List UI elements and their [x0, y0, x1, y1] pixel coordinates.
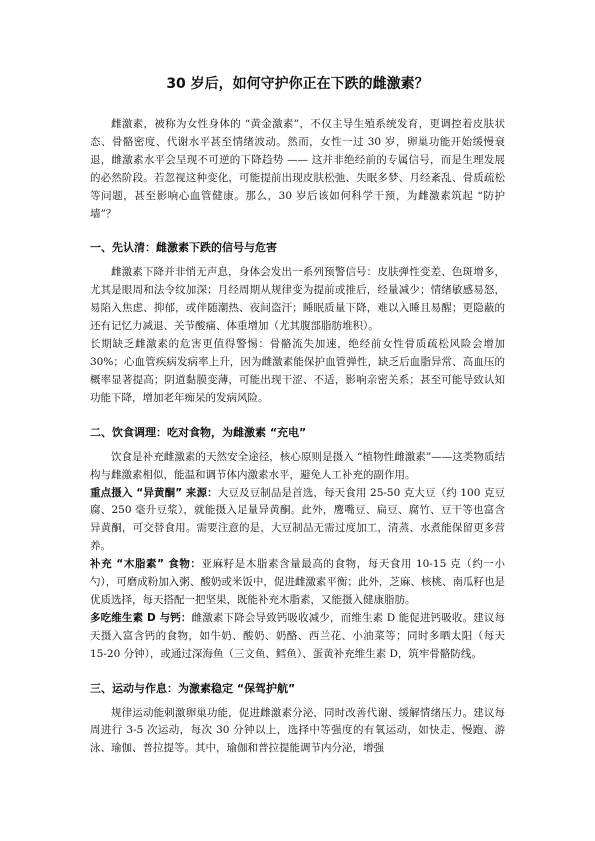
page-title: 30 岁后，如何守护你正在下跌的雌激素？: [166, 76, 429, 92]
section2-item-lignan: [90, 556, 505, 610]
section-heading-1: 一、先认清：雌激素下跌的信号与危害: [90, 241, 277, 255]
section2-intro-paragraph: 饮食是补充雌激素的天然安全途径，核心原则是摄入 “植物性雌激素”——这类物质结构与雌激素相似，能温和调节体内激素水平，避免人工补充的副作用。: [90, 450, 505, 481]
section2-item-isoflavone: [90, 485, 505, 557]
section2-item-vitamin-d: [90, 610, 505, 664]
section1-paragraph-harms: 长期缺乏雌激素的危害更值得警惕：骨骼流失加速，绝经前女性骨质疏松风险会增加 30%；心血管疾病发病率上升，因为雌激素能保护血管弹性，缺乏后血脂异常、高血压的概率显著提高；阴道黏膜变薄，可能出现干涩、不适，影响亲密关系；甚至可能导致认知功能下降，增加老年痴呆的发病风险。: [90, 338, 505, 404]
item-label-lignan: 补充 “木脂素” 食物：: [90, 558, 202, 571]
item-label-vitamin-d: 多吃维生素 D 与钙：: [90, 611, 192, 624]
section3-paragraph-exercise: 规律运动能刺激卵巢功能，促进雌激素分泌，同时改善代谢、缓解情绪压力。建议每周进行 3-5 次运动，每次 30 分钟以上，选择中等强度的有氧运动，如快走、慢跑、游泳、瑜伽、普拉提等。其中，瑜伽和普拉提能调节内分泌，增强: [90, 706, 505, 755]
section-heading-2: 二、饮食调理：吃对食物，为雌激素 “充电”: [90, 425, 307, 439]
item-label-isoflavone: 重点摄入 “异黄酮” 来源：: [90, 486, 218, 499]
item-text-isoflavone: 大豆及豆制品是首选，每天食用 25-50 克大豆（约 100 克豆腐、250 毫升豆浆），就能摄入足量异黄酮。此外，鹰嘴豆、扁豆、腐竹、豆干等也富含异黄酮，可交替食用。需要注意的是，大豆制品无需过度加工，清蒸、水煮能保留更多营养。: [90, 486, 505, 553]
item-text-vitamin-d: 雌激素下降会导致钙吸收减少，而维生素 D 能促进钙吸收。建议每天摄入富含钙的食物，如牛奶、酸奶、奶酪、西兰花、小油菜等；同时多晒太阳（每天 15-20 分钟），或通过深海鱼（三文鱼、鳕鱼）、蛋黄补充维生素 D，筑牢骨骼防线。: [90, 611, 506, 660]
section-heading-3: 三、运动与作息：为激素稳定 “保驾护航”: [90, 681, 296, 695]
intro-paragraph: 雌激素，被称为女性身体的 “黄金激素”，不仅主导生殖系统发育，更调控着皮肤状态、骨骼密度、代谢水平甚至情绪波动。然而，女性一过 30 岁，卵巢功能开始缓慢衰退，雌激素水平会呈现不可逆的下降趋势 —— 这并非绝经前的专属信号，而是生理发展的必然阶段。若忽视这种变化，可能提前出现皮肤松弛、失眠多梦、月经紊乱、骨质疏松等问题，甚至影响心血管健康。那么，30 岁后该如何科学干预，为雌激素筑起 “防护墙”？: [90, 118, 505, 220]
article: [90, 74, 505, 758]
item-text-lignan: 亚麻籽是木脂素含量最高的食物，每天食用 10-15 克（约一小勺），可磨成粉加入粥、酸奶或米饭中，促进雌激素平衡；此外，芝麻、核桃、南瓜籽也是优质选择，每天搭配一把坚果，既能补充木脂素，又能摄入健康脂肪。: [90, 558, 505, 606]
section1-paragraph-signals: 雌激素下降并非悄无声息，身体会发出一系列预警信号：皮肤弹性变差、色斑增多，尤其是眼周和法令纹加深；月经周期从规律变为提前或推后，经量减少；情绪敏感易怒，易陷入焦虑、抑郁，或伴随潮热、夜间盗汗；睡眠质量下降，难以入睡且易醒；更隐蔽的还有记忆力减退、关节酸痛、体重增加（尤其腹部脂肪堆积）。: [90, 266, 505, 333]
